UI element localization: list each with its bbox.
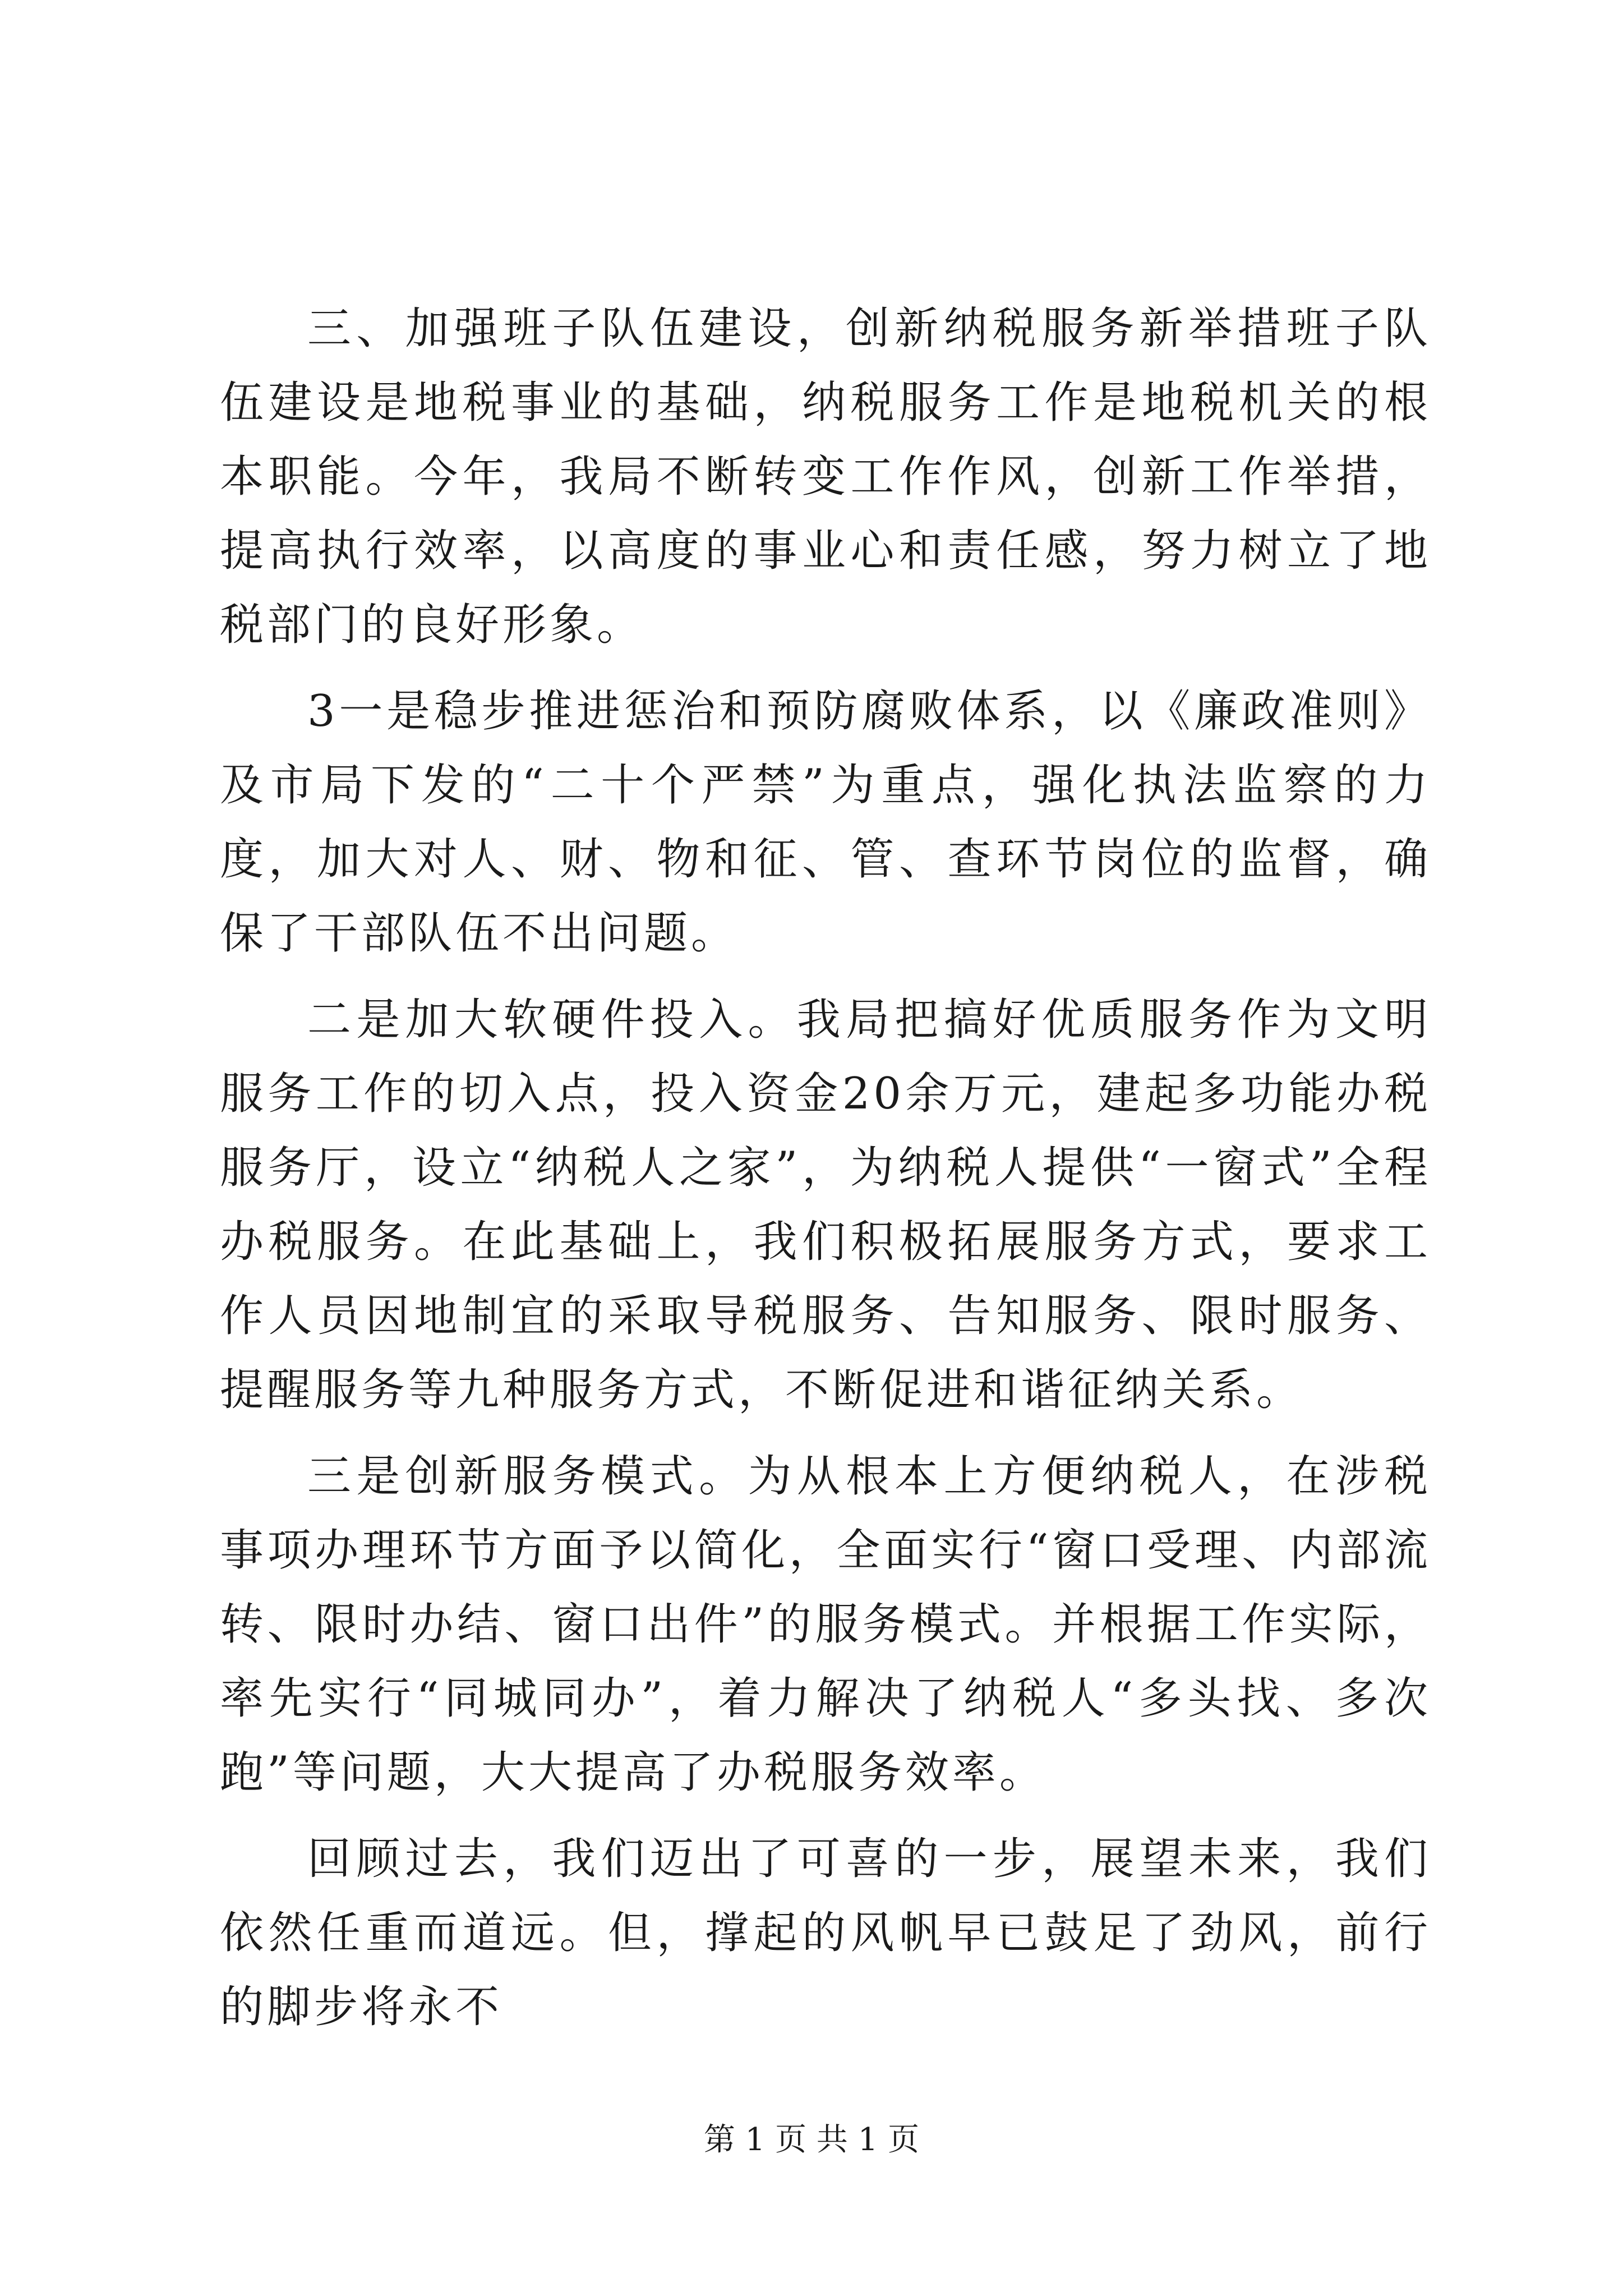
paragraph-3: 二是加大软硬件投入。我局把搞好优质服务作为文明服务工作的切入点，投入资金20余万元，建起多功能办税服务厅，设立“纳税人之家”，为纳税人提供“一窗式”全程办税服务。在此基础上，我们积极拓展服务方式，要求工作人员因地制宜的采取导税服务、告知服务、限时服务、提醒服务等九种服务方式，不断促进和谐征纳关系。 xyxy=(220,995,1431,1415)
paragraph-1: 三、加强班子队伍建设，创新纳税服务新举措班子队伍建设是地税事业的基础，纳税服务工作是地税机关的根本职能。今年，我局不断转变工作作风，创新工作举措，提高执行效率，以高度的事业心和责任感，努力树立了地税部门的良好形象。 xyxy=(220,303,1431,650)
document-body xyxy=(220,292,1431,2056)
paragraph-4: 三是创新服务模式。为从根本上方便纳税人，在涉税事项办理环节方面予以简化，全面实行“窗口受理、内部流转、限时办结、窗口出件”的服务模式。并根据工作实际，率先实行“同城同办”，着力解决了纳税人“多头找、多次跑”等问题，大大提高了办税服务效率。 xyxy=(220,1451,1431,1798)
paragraph-2: 3一是稳步推进惩治和预防腐败体系，以《廉政准则》及市局下发的“二十个严禁”为重点，强化执法监察的力度，加大对人、财、物和征、管、查环节岗位的监督，确保了干部队伍不出问题。 xyxy=(220,686,1431,959)
paragraph-5: 回顾过去，我们迈出了可喜的一步，展望未来，我们依然任重而道远。但，撑起的风帆早已鼓足了劲风，前行的脚步将永不 xyxy=(220,1834,1431,2032)
page-footer: 第 1 页 共 1 页 xyxy=(703,2122,920,2158)
